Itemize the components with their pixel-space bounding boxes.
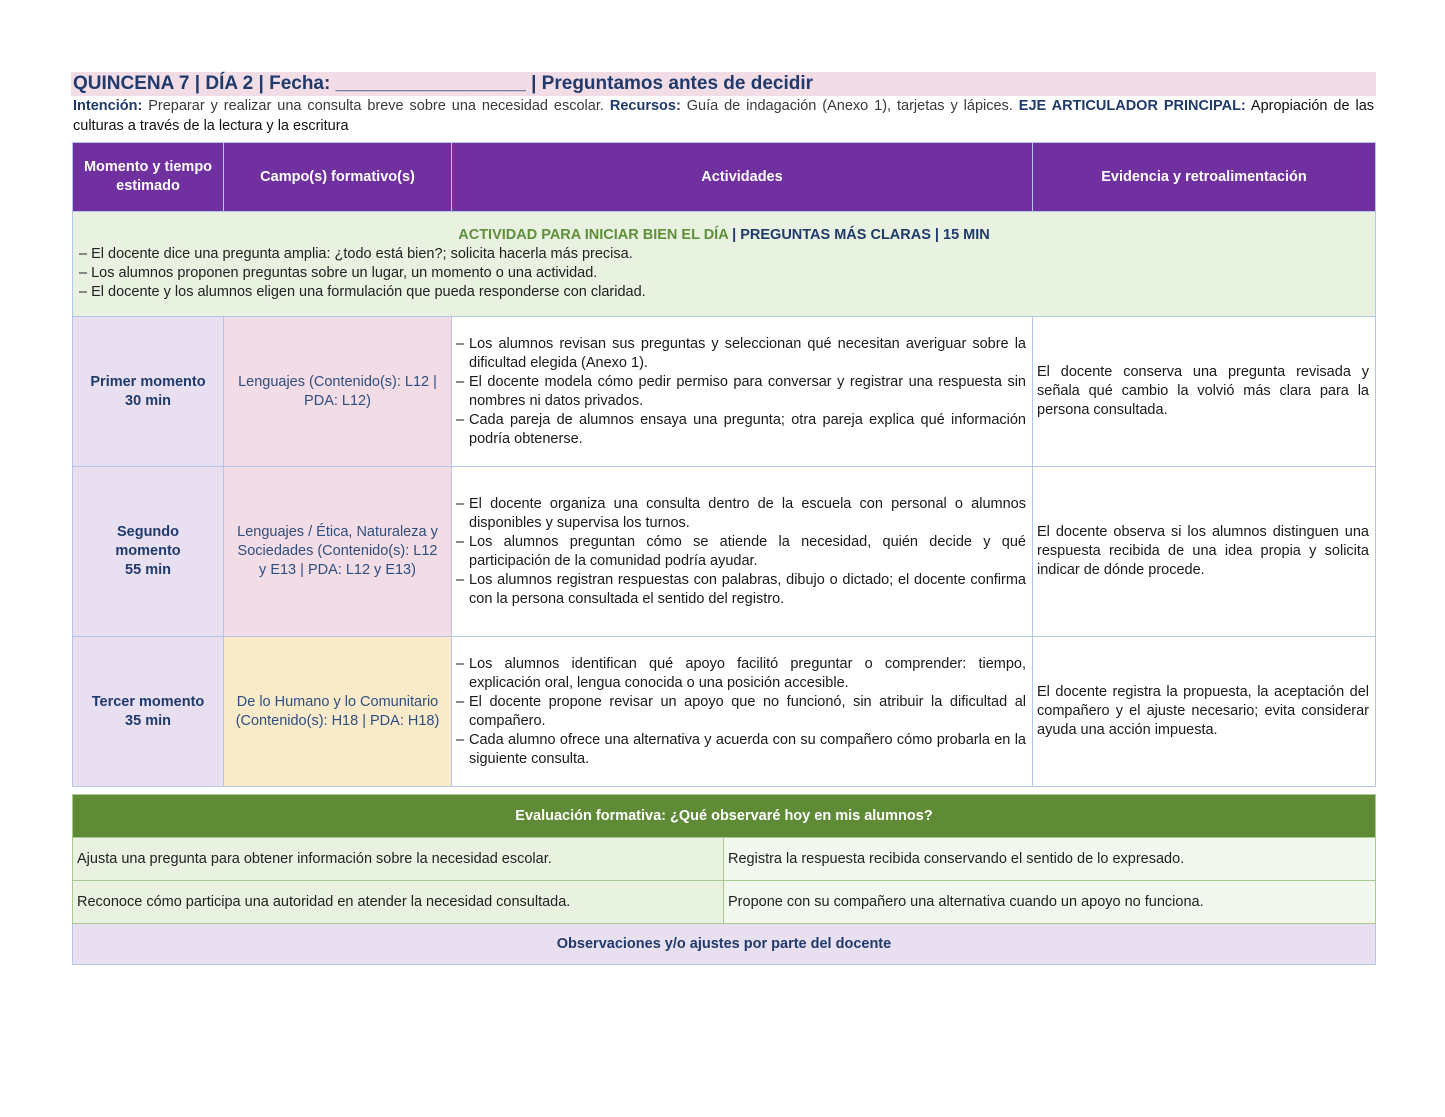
- recursos-label: Recursos:: [609, 98, 681, 114]
- start-line: – El docente dice una pregunta amplia: ¿todo está bien?; solicita hacerla más precisa.: [79, 246, 633, 262]
- start-activity-title: ACTIVIDAD PARA INICIAR BIEN EL DÍA: [458, 227, 729, 243]
- activity-item: – Los alumnos revisan sus preguntas y seleccionan qué necesitan averiguar sobre la dificultad elegida (Anexo 1).: [456, 335, 1026, 371]
- activities-cell: [452, 637, 1033, 787]
- column-header: Evidencia y retroalimentación: [1033, 143, 1376, 212]
- evaluation-item: Ajusta una pregunta para obtener información sobre la necesidad escolar.: [73, 838, 724, 881]
- recursos-text: Guía de indagación (Anexo 1), tarjetas y lápices.: [686, 98, 1013, 114]
- column-header: Momento y tiempo estimado: [73, 143, 224, 212]
- start-line: – El docente y los alumnos eligen una formulación que pueda responderse con claridad.: [79, 284, 646, 300]
- moment-cell: [73, 637, 224, 787]
- eje-label: EJE ARTICULADOR PRINCIPAL:: [1018, 98, 1246, 114]
- intencion-label: Intención:: [73, 98, 143, 114]
- moment-label: Primer momento: [90, 373, 206, 390]
- evaluation-item: Registra la respuesta recibida conservando el sentido de lo expresado.: [724, 838, 1376, 881]
- moment-cell: [73, 317, 224, 467]
- start-line: – Los alumnos proponen preguntas sobre un lugar, un momento o una actividad.: [79, 265, 598, 281]
- moment-time: 35 min: [125, 712, 171, 729]
- evidence-cell: El docente conserva una pregunta revisada y señala qué cambio la volvió más clara para la persona consultada.: [1033, 317, 1376, 467]
- activity-item: – Los alumnos registran respuestas con palabras, dibujo o dictado; el docente confirma con la persona consultada el sentido del registro.: [456, 571, 1026, 607]
- activity-item: – El docente propone revisar un apoyo que no funcionó, sin atribuir la dificultad al compañero.: [456, 693, 1026, 729]
- moment-time: 55 min: [125, 562, 171, 578]
- campo-cell: Lenguajes (Contenido(s): L12 | PDA: L12): [224, 317, 452, 467]
- start-activity-subtitle: | PREGUNTAS MÁS CLARAS | 15 MIN: [728, 227, 990, 243]
- table-row: [73, 637, 1376, 787]
- moment-label: Tercer momento: [91, 693, 205, 710]
- page-title: QUINCENA 7 | DÍA 2 | Fecha: __________________ | Preguntamos antes de decidir: [71, 72, 1376, 96]
- moment-cell: [73, 467, 224, 637]
- evaluation-table: [72, 794, 1376, 965]
- activities-table: [72, 142, 1376, 787]
- activities-cell: [452, 467, 1033, 637]
- evaluation-item: Propone con su compañero una alternativa cuando un apoyo no funciona.: [724, 881, 1376, 924]
- column-header: Actividades: [452, 143, 1033, 212]
- evaluation-title: Evaluación formativa: ¿Qué observaré hoy en mis alumnos?: [73, 795, 1376, 838]
- activity-item: – El docente modela cómo pedir permiso para conversar y registrar una respuesta sin nombres ni datos privados.: [456, 373, 1026, 409]
- lesson-plan-page: [71, 72, 1376, 965]
- evidence-cell: El docente registra la propuesta, la aceptación del compañero y el ajuste necesario; evita considerar ayuda una acción impuesta.: [1033, 637, 1376, 787]
- table-row: [73, 467, 1376, 637]
- campo-cell: Lenguajes / Ética, Naturaleza y Sociedades (Contenido(s): L12 y E13 | PDA: L12 y E13): [224, 467, 452, 637]
- table-header-row: [73, 143, 1376, 212]
- moment-label: Segundo momento: [115, 524, 181, 559]
- evaluation-item: Reconoce cómo participa una autoridad en atender la necesidad consultada.: [73, 881, 724, 924]
- campo-cell: De lo Humano y lo Comunitario (Contenido(s): H18 | PDA: H18): [224, 637, 452, 787]
- activity-item: – Los alumnos identifican qué apoyo facilitó preguntar o comprender: tiempo, explicación oral, lengua conocida o una posición accesible.: [456, 655, 1026, 691]
- moment-time: 30 min: [125, 392, 171, 409]
- observations-heading: Observaciones y/o ajustes por parte del docente: [73, 924, 1376, 965]
- activity-item: – Cada alumno ofrece una alternativa y acuerda con su compañero cómo probarla en la siguiente consulta.: [456, 731, 1026, 767]
- column-header: Campo(s) formativo(s): [224, 143, 452, 212]
- start-activity-cell: [73, 212, 1376, 317]
- start-activity-row: [73, 212, 1376, 317]
- activities-cell: [452, 317, 1033, 467]
- activity-item: – El docente organiza una consulta dentro de la escuela con personal o alumnos disponibles y supervisa los turnos.: [456, 495, 1026, 531]
- evidence-cell: El docente observa si los alumnos distinguen una respuesta recibida de una idea propia y solicita indicar de dónde procede.: [1033, 467, 1376, 637]
- activity-item: – Cada pareja de alumnos ensaya una pregunta; otra pareja explica qué información podría obtenerse.: [456, 411, 1026, 447]
- table-row: [73, 317, 1376, 467]
- intro-paragraph: [71, 96, 1376, 136]
- eje-text: Apropiación de las culturas a través de la lectura y la escritura: [73, 98, 1375, 134]
- start-activity-heading: [79, 226, 1369, 245]
- activity-item: – Los alumnos preguntan cómo se atiende la necesidad, quién decide y qué participación de la comunidad podría ayudar.: [456, 533, 1026, 569]
- intencion-text: Preparar y realizar una consulta breve sobre una necesidad escolar.: [148, 98, 604, 114]
